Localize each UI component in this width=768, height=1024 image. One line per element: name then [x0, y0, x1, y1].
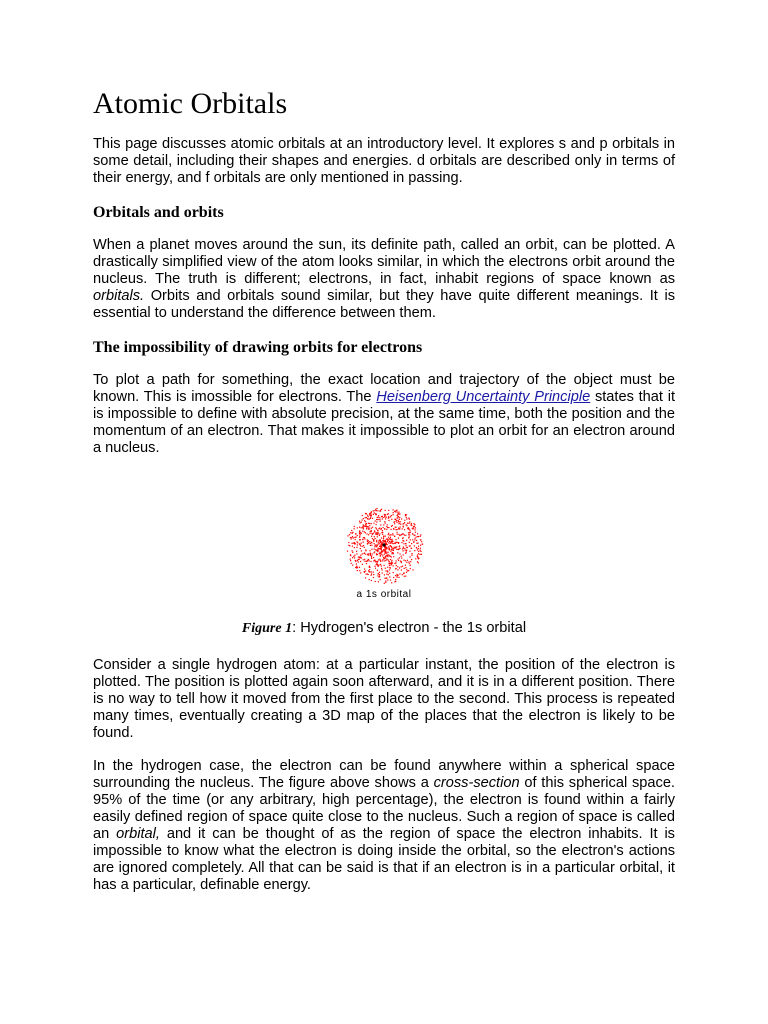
section-heading-impossibility: The impossibility of drawing orbits for electrons [93, 339, 423, 356]
hydrogen-paragraph: Consider a single hydrogen atom: at a particular instant, the position of the electron is plotted. The position is plotted again soon afterward, and it is in a different position. There is no way to tell how it moved from the first place to the second. This process is repeated many times, eventually creating a 3D map of the places that the electron is likely to be found. [93, 657, 675, 741]
intro-paragraph: This page discusses atomic orbitals at an introductory level. It explores s and p orbitals in some detail, including their shapes and energies. d orbitals are described only in terms of their energy, and f orbitals are only mentioned in passing. [93, 136, 675, 186]
figure-caption: Figure 1: Hydrogen's electron - the 1s orbital [241, 620, 527, 636]
cross-section-term: cross-section [433, 775, 520, 791]
orbitals-paragraph: When a planet moves around the sun, its definite path, called an orbit, can be plotted. A drastically simplified view of the atom looks similar, in which the electrons orbit around the nucleus. The truth is different; electrons, in fact, inhabit regions of space known as orbitals. Orbits and orbitals sound similar, but they have quite different meanings. It is essential to understand the difference between them. [93, 237, 675, 321]
orbital-dot-cloud [344, 505, 424, 585]
orbitals-term: orbitals. [93, 288, 145, 304]
page-title: Atomic Orbitals [93, 87, 288, 120]
heisenberg-link[interactable]: Heisenberg Uncertainty Principle [376, 389, 591, 405]
section-heading-orbitals: Orbitals and orbits [93, 204, 224, 221]
document-page [93, 86, 675, 910]
figure-label: Figure 1 [241, 621, 293, 636]
figure-1s-orbital [93, 505, 675, 600]
orbital-definition-paragraph: In the hydrogen case, the electron can be found anywhere within a spherical space surrounding the nucleus. The figure above shows a cross-section of this spherical space. 95% of the time (or any arbitrary, high percentage), the electron is found within a fairly easily defined region of space quite close to the nucleus. Such a region of space is called an orbital, and it can be thought of as the region of space the electron inhabits. It is impossible to know what the electron is doing inside the orbital, so the electron's actions are ignored completely. All that can be said is that if an electron is in a particular orbital, it has a particular, definable energy. [93, 758, 675, 893]
orbital-term: orbital, [116, 826, 160, 842]
orbital-image-label: a 1s orbital [356, 589, 412, 600]
impossibility-paragraph: To plot a path for something, the exact location and trajectory of the object must be known. This is imossible for electrons. The Heisenberg Uncertainty Principle states that it is impossible to define with absolute precision, at the same time, both the position and the momentum of an electron. That makes it impossible to plot an orbit for an electron around a nucleus. [93, 372, 676, 456]
nucleus-dot [382, 543, 385, 546]
